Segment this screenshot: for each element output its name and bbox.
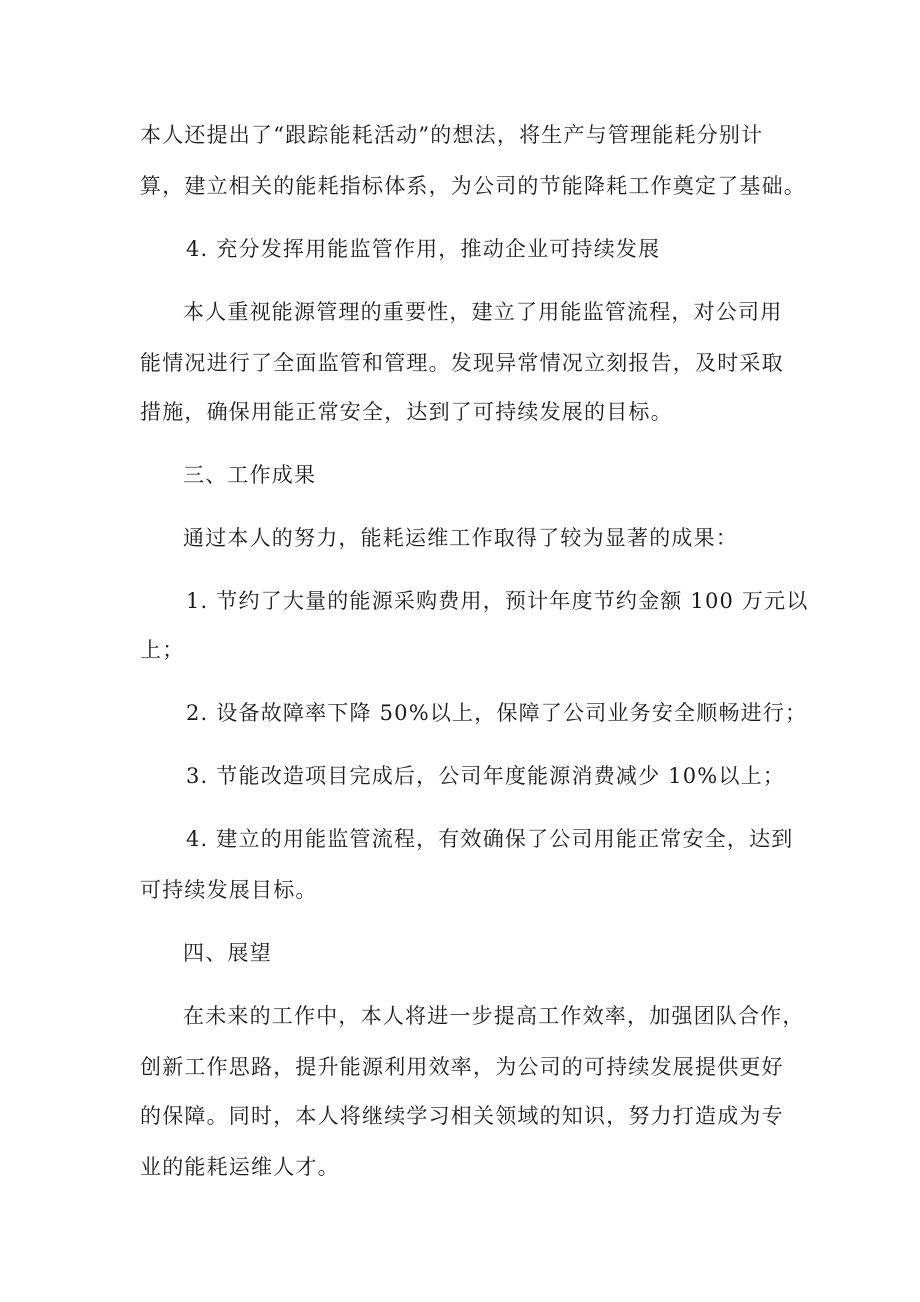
list-item: 1. 节约了大量的能源采购费用，预计年度节约金额 100 万元以: [186, 589, 809, 613]
section-heading: 四、展望: [183, 941, 272, 965]
paragraph-line: 算，建立相关的能耗指标体系，为公司的节能降耗工作奠定了基础。: [140, 174, 806, 198]
section-heading: 4. 充分发挥用能监管作用，推动企业可持续发展: [186, 237, 661, 261]
paragraph-line: 能情况进行了全面监管和管理。发现异常情况立刻报告，及时采取: [140, 351, 784, 375]
paragraph-line: 业的能耗运维人才。: [140, 1155, 340, 1179]
list-item-continuation: 上；: [140, 638, 185, 662]
list-item: 4. 建立的用能监管流程，有效确保了公司用能正常安全，达到: [186, 827, 794, 851]
paragraph-line: 的保障。同时，本人将继续学习相关领域的知识，努力打造成为专: [140, 1104, 784, 1128]
paragraph-line: 本人重视能源管理的重要性，建立了用能监管流程，对公司用: [183, 300, 783, 324]
paragraph-line: 创新工作思路，提升能源利用效率，为公司的可持续发展提供更好: [140, 1055, 784, 1079]
list-item: 3. 节能改造项目完成后，公司年度能源消费减少 10%以上；: [186, 764, 786, 788]
paragraph-line: 措施，确保用能正常安全，达到了可持续发展的目标。: [140, 400, 673, 424]
section-heading: 三、工作成果: [183, 463, 317, 487]
paragraph-line: 通过本人的努力，能耗运维工作取得了较为显著的成果：: [183, 526, 738, 550]
list-item-continuation: 可持续发展目标。: [140, 878, 318, 902]
paragraph-line: 本人还提出了“跟踪能耗活动”的想法，将生产与管理能耗分别计: [140, 123, 764, 147]
list-item: 2. 设备故障率下降 50%以上，保障了公司业务安全顺畅进行；: [186, 701, 808, 725]
paragraph-line: 在未来的工作中，本人将进一步提高工作效率，加强团队合作，: [183, 1004, 805, 1028]
